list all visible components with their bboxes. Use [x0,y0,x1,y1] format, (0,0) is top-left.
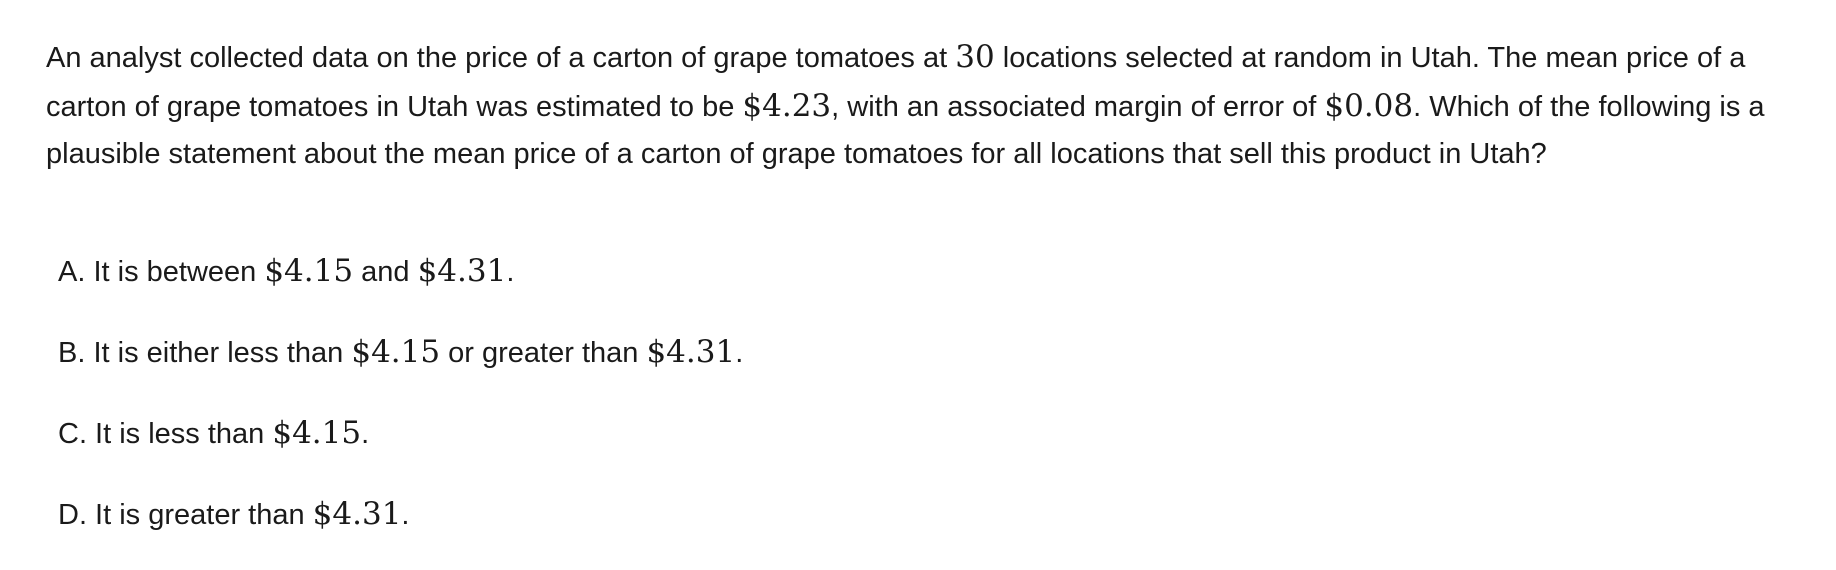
num-locations: 30 [955,39,995,75]
choice-a-value-2: $4.31 [417,253,507,289]
mean-price: $4.23 [742,87,832,124]
choice-c-value-1: $4.15 [272,415,362,451]
choice-a-text-2: and [353,256,418,288]
question-text [46,34,1796,179]
choice-b-value-2: $4.31 [646,334,736,370]
question-part-2: locations selected at random in Utah. The mean price of a carton of grape tomatoes in Utah was estimated to be [46,42,1746,123]
choice-b-text-1: B. It is either less than [58,337,352,369]
question-part-1: An analyst collected data on the price of a carton of grape tomatoes at [46,42,956,74]
question-part-3: , with an associated margin of error of [831,90,1325,123]
choice-b-value-1: $4.15 [351,334,441,370]
answer-choices [58,246,743,570]
choice-d-text-2: . [401,499,410,531]
choice-a-text-3: . [506,256,515,288]
choice-d-text-1: D. It is greater than [58,499,313,531]
choice-a-value-1: $4.15 [264,253,354,289]
choice-d[interactable] [58,489,743,570]
choice-c-text-2: . [361,418,370,450]
choice-d-value-1: $4.31 [312,496,402,532]
choice-b[interactable] [58,327,743,408]
margin-of-error: $0.08 [1324,87,1414,124]
choice-c-text-1: C. It is less than [58,418,273,450]
choice-c[interactable] [58,408,743,489]
choice-a-text-1: A. It is between [58,256,265,288]
question-part-4: . Which of the following is a plausible statement about the mean price of a carton of grape tomatoes for all locations that sell this product in Utah? [46,90,1765,170]
choice-b-text-2: or greater than [440,337,647,369]
choice-a[interactable] [58,246,743,327]
choice-b-text-3: . [735,337,744,369]
